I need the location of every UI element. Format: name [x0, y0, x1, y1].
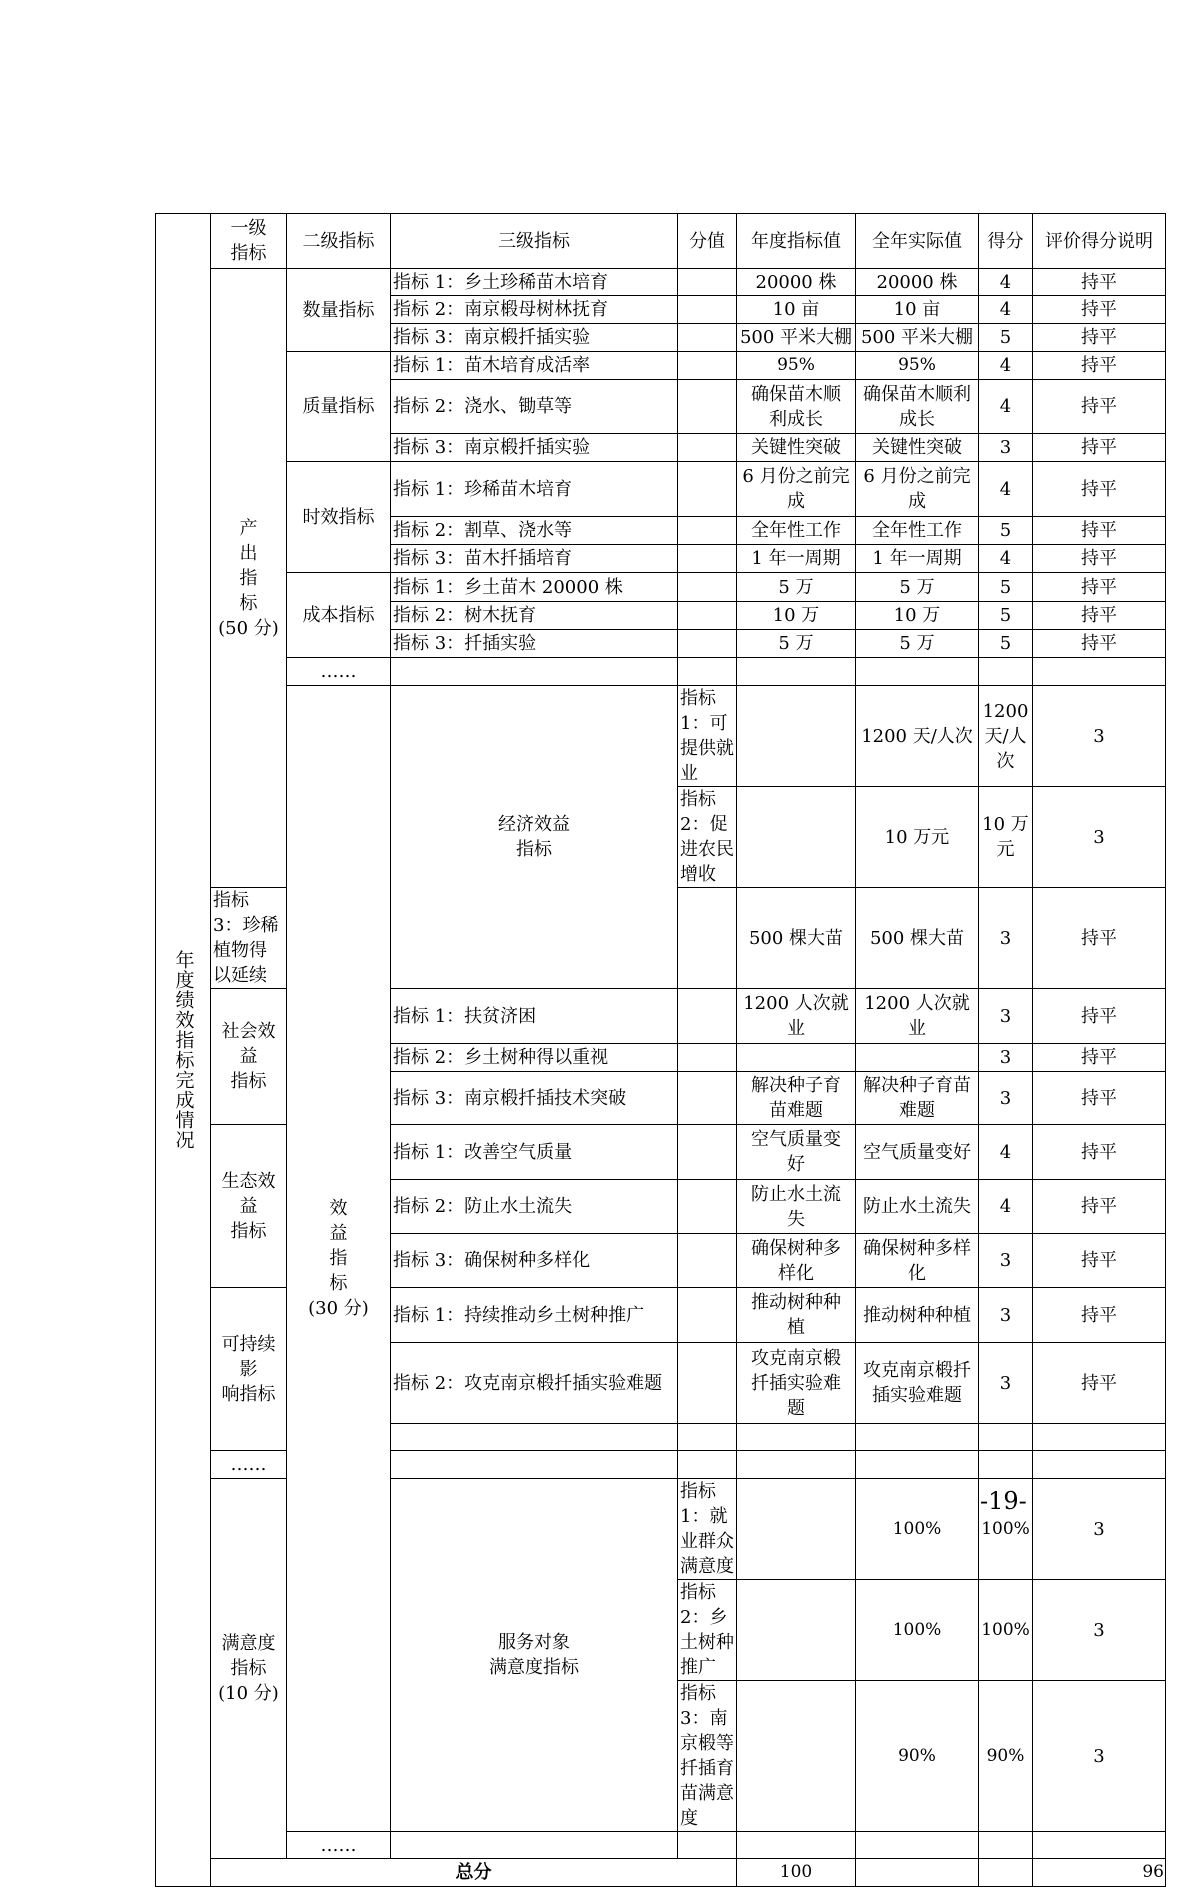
note: 持平 [1033, 1180, 1166, 1234]
points [678, 1125, 737, 1180]
note: 持平 [1033, 545, 1166, 573]
score: 3 [1033, 787, 1166, 888]
note: 持平 [1033, 517, 1166, 545]
actual: 10 万 [856, 602, 979, 630]
indicator: 指标 2：乡土树种得以重视 [391, 1044, 678, 1072]
note: 持平 [1033, 1072, 1166, 1125]
page-number: -19- [980, 1487, 1027, 1515]
actual [856, 1832, 979, 1859]
target: 10 亩 [737, 296, 856, 324]
target: 6 月份之前完 成 [737, 462, 856, 517]
indicator: 指标 2：乡土树种推广 [678, 1580, 737, 1681]
note: 持平 [1033, 1343, 1166, 1424]
level2-cost: 成本指标 [287, 573, 391, 658]
indicator: 指标 2：割草、浇水等 [391, 517, 678, 545]
points [678, 434, 737, 462]
note: 持平 [1033, 573, 1166, 602]
level2-quantity: 数量指标 [287, 269, 391, 352]
score [979, 658, 1033, 686]
actual: 确保树种多样 化 [856, 1234, 979, 1288]
actual: 1200 人次就业 [856, 989, 979, 1044]
target: 确保苗木顺 利成长 [737, 380, 856, 434]
score: 5 [979, 573, 1033, 602]
note: 持平 [1033, 1125, 1166, 1180]
points [678, 462, 737, 517]
actual: 全年性工作 [856, 517, 979, 545]
actual: 5 万 [856, 630, 979, 658]
actual: 100% [979, 1479, 1033, 1580]
target: 推动树种种 植 [737, 1288, 856, 1343]
actual: 10 万元 [979, 787, 1033, 888]
points [678, 1180, 737, 1234]
indicator: 指标 1：可提供就业 [678, 686, 737, 787]
level1-output: 产 出 指 标 (50 分) [211, 269, 287, 888]
actual: 防止水土流失 [856, 1180, 979, 1234]
score [979, 1451, 1033, 1479]
score: 4 [979, 1180, 1033, 1234]
target: 500 平米大棚 [737, 324, 856, 352]
note: 持平 [1033, 296, 1166, 324]
note: 持平 [1033, 380, 1166, 434]
indicator: 指标 3：南京椴扦插技术突破 [391, 1072, 678, 1125]
level2-ecological: 生态效益 指标 [211, 1125, 287, 1288]
actual: 确保苗木顺利 成长 [856, 380, 979, 434]
points [737, 1681, 856, 1832]
actual [856, 1424, 979, 1451]
header-actual: 全年实际值 [856, 214, 979, 269]
points [678, 602, 737, 630]
actual: 500 棵大苗 [856, 888, 979, 989]
total-target [856, 1859, 979, 1887]
score: 4 [979, 269, 1033, 296]
total-label: 总分 [211, 1859, 737, 1887]
note: 持平 [1033, 630, 1166, 658]
points [678, 573, 737, 602]
target: 1200 天/人次 [856, 686, 979, 787]
score: 3 [979, 1072, 1033, 1125]
target: 100% [856, 1479, 979, 1580]
actual: 1 年一周期 [856, 545, 979, 573]
indicator: 指标 3：南京椴扦插实验 [391, 324, 678, 352]
indicator: 指标 1：就业群众满意度 [678, 1479, 737, 1580]
indicator [391, 1832, 678, 1859]
indicator: 指标 2：攻克南京椴扦插实验难题 [391, 1343, 678, 1424]
table-row [156, 269, 1166, 296]
header-target: 年度指标值 [737, 214, 856, 269]
target: 防止水土流 失 [737, 1180, 856, 1234]
note: 持平 [1033, 888, 1166, 989]
points [678, 888, 737, 989]
score: 5 [979, 324, 1033, 352]
table-row [156, 573, 1166, 602]
points [678, 517, 737, 545]
performance-table [155, 213, 1166, 1887]
target [737, 1832, 856, 1859]
score: 4 [979, 296, 1033, 324]
level1-satisfaction: 满意度 指标 (10 分) [211, 1479, 287, 1859]
note [1033, 1832, 1166, 1859]
score: 4 [979, 545, 1033, 573]
actual: 关键性突破 [856, 434, 979, 462]
score: 3 [979, 1044, 1033, 1072]
table-row [156, 462, 1166, 517]
score: 3 [1033, 1580, 1166, 1681]
score: 3 [979, 888, 1033, 989]
indicator [391, 658, 678, 686]
indicator: 指标 1：苗木培育成活率 [391, 352, 678, 380]
note [1033, 658, 1166, 686]
level2-ellipsis: …… [211, 1451, 287, 1479]
table-row [156, 352, 1166, 380]
points [678, 545, 737, 573]
actual: 空气质量变好 [856, 1125, 979, 1180]
points [678, 1288, 737, 1343]
points [678, 380, 737, 434]
target: 1200 人次就 业 [737, 989, 856, 1044]
total-actual [979, 1859, 1033, 1887]
target: 10 万 [737, 602, 856, 630]
score [979, 1424, 1033, 1451]
score: 4 [979, 1125, 1033, 1180]
header-row [156, 214, 1166, 269]
actual: 推动树种种植 [856, 1288, 979, 1343]
indicator: 指标 2：浇水、锄草等 [391, 380, 678, 434]
note: 持平 [1033, 1044, 1166, 1072]
target [737, 658, 856, 686]
note: 持平 [1033, 352, 1166, 380]
target: 95% [737, 352, 856, 380]
score: 3 [979, 1343, 1033, 1424]
target: 攻克南京椴 扦插实验难 题 [737, 1343, 856, 1424]
actual: 90% [979, 1681, 1033, 1832]
score: 3 [979, 434, 1033, 462]
points [678, 1234, 737, 1288]
level2-sustainable: 可持续影 响指标 [211, 1288, 287, 1451]
score [979, 1832, 1033, 1859]
target: 确保树种多 样化 [737, 1234, 856, 1288]
target: 5 万 [737, 630, 856, 658]
points [678, 269, 737, 296]
header-level3: 三级指标 [391, 214, 678, 269]
note: 持平 [1033, 989, 1166, 1044]
indicator: 指标 3：南京椴扦插实验 [391, 434, 678, 462]
score: 4 [979, 352, 1033, 380]
target: 90% [856, 1681, 979, 1832]
target: 5 万 [737, 573, 856, 602]
score: 4 [979, 462, 1033, 517]
total-score: 96 [1033, 1859, 1166, 1887]
header-note: 评价得分说明 [1033, 214, 1166, 269]
section-label: 年度绩效指标完成情况 [156, 214, 211, 1887]
score: 3 [1033, 686, 1166, 787]
actual [856, 1451, 979, 1479]
note: 持平 [1033, 324, 1166, 352]
target [737, 1424, 856, 1451]
points [678, 989, 737, 1044]
indicator: 指标 2：防止水土流失 [391, 1180, 678, 1234]
points [678, 1832, 737, 1859]
indicator: 指标 1：乡土珍稀苗木培育 [391, 269, 678, 296]
actual [856, 658, 979, 686]
header-level2: 二级指标 [287, 214, 391, 269]
target: 10 万元 [856, 787, 979, 888]
note: 持平 [1033, 269, 1166, 296]
indicator: 指标 1：扶贫济困 [391, 989, 678, 1044]
indicator: 指标 2：南京椴母树林抚育 [391, 296, 678, 324]
actual [856, 1044, 979, 1072]
points [678, 1044, 737, 1072]
indicator: 指标 1：珍稀苗木培育 [391, 462, 678, 517]
note: 持平 [1033, 434, 1166, 462]
note [1033, 1451, 1166, 1479]
level2-social: 社会效益 指标 [211, 989, 287, 1125]
score: 3 [979, 1288, 1033, 1343]
points [678, 1343, 737, 1424]
table-row [156, 658, 1166, 686]
actual: 攻克南京椴扦 插实验难题 [856, 1343, 979, 1424]
actual: 500 平米大棚 [856, 324, 979, 352]
indicator: 指标 3：南京椴等扦插育苗满意度 [678, 1681, 737, 1832]
note: 持平 [1033, 1288, 1166, 1343]
actual: 95% [856, 352, 979, 380]
score: 5 [979, 517, 1033, 545]
actual: 20000 株 [856, 269, 979, 296]
note: 持平 [1033, 462, 1166, 517]
score: 5 [979, 602, 1033, 630]
note: 持平 [1033, 602, 1166, 630]
level2-economic: 经济效益 指标 [391, 686, 678, 989]
actual: 1200 天/人次 [979, 686, 1033, 787]
target: 解决种子育 苗难题 [737, 1072, 856, 1125]
target: 1 年一周期 [737, 545, 856, 573]
target [737, 1451, 856, 1479]
actual: 10 亩 [856, 296, 979, 324]
score: 3 [979, 989, 1033, 1044]
total-row [156, 1859, 1166, 1887]
actual: 6 月份之前完 成 [856, 462, 979, 517]
indicator: 指标 2：促进农民增收 [678, 787, 737, 888]
level2-service: 服务对象 满意度指标 [391, 1479, 678, 1832]
note: 持平 [1033, 1234, 1166, 1288]
level1-benefit: 效 益 指 标 (30 分) [287, 686, 391, 1832]
level2-ellipsis: …… [287, 1832, 391, 1859]
target: 全年性工作 [737, 517, 856, 545]
points [737, 1479, 856, 1580]
points [737, 787, 856, 888]
actual: 5 万 [856, 573, 979, 602]
total-points: 100 [737, 1859, 856, 1887]
points [678, 1424, 737, 1451]
indicator: 指标 1：持续推动乡土树种推广 [391, 1288, 678, 1343]
points [737, 686, 856, 787]
header-level1: 一级 指标 [211, 214, 287, 269]
score: 3 [1033, 1681, 1166, 1832]
points [678, 658, 737, 686]
indicator [391, 1424, 678, 1451]
score: 3 [1033, 1479, 1166, 1580]
level2-quality: 质量指标 [287, 352, 391, 462]
note [1033, 1424, 1166, 1451]
indicator: 指标 3：扦插实验 [391, 630, 678, 658]
points [678, 352, 737, 380]
indicator: 指标 1：乡土苗木 20000 株 [391, 573, 678, 602]
target: 空气质量变 好 [737, 1125, 856, 1180]
points [678, 324, 737, 352]
indicator: 指标 3：苗木扦插培育 [391, 545, 678, 573]
points [678, 1072, 737, 1125]
target: 关键性突破 [737, 434, 856, 462]
header-score: 得分 [979, 214, 1033, 269]
actual: 100% [979, 1580, 1033, 1681]
points [678, 296, 737, 324]
score: 3 [979, 1234, 1033, 1288]
level2-timeliness: 时效指标 [287, 462, 391, 573]
indicator: 指标 3：珍稀植物得以延续 [211, 888, 287, 989]
target [737, 1044, 856, 1072]
score: 4 [979, 380, 1033, 434]
indicator: 指标 3：确保树种多样化 [391, 1234, 678, 1288]
header-points: 分值 [678, 214, 737, 269]
actual: 解决种子育苗 难题 [856, 1072, 979, 1125]
indicator: 指标 2：树木抚育 [391, 602, 678, 630]
indicator [391, 1451, 678, 1479]
points [678, 630, 737, 658]
target: 100% [856, 1580, 979, 1681]
points [737, 1580, 856, 1681]
table-row [156, 686, 1166, 787]
target: 500 棵大苗 [737, 888, 856, 989]
target: 20000 株 [737, 269, 856, 296]
level2-ellipsis: …… [287, 658, 391, 686]
table-row [156, 1832, 1166, 1859]
score: 5 [979, 630, 1033, 658]
points [678, 1451, 737, 1479]
indicator: 指标 1：改善空气质量 [391, 1125, 678, 1180]
